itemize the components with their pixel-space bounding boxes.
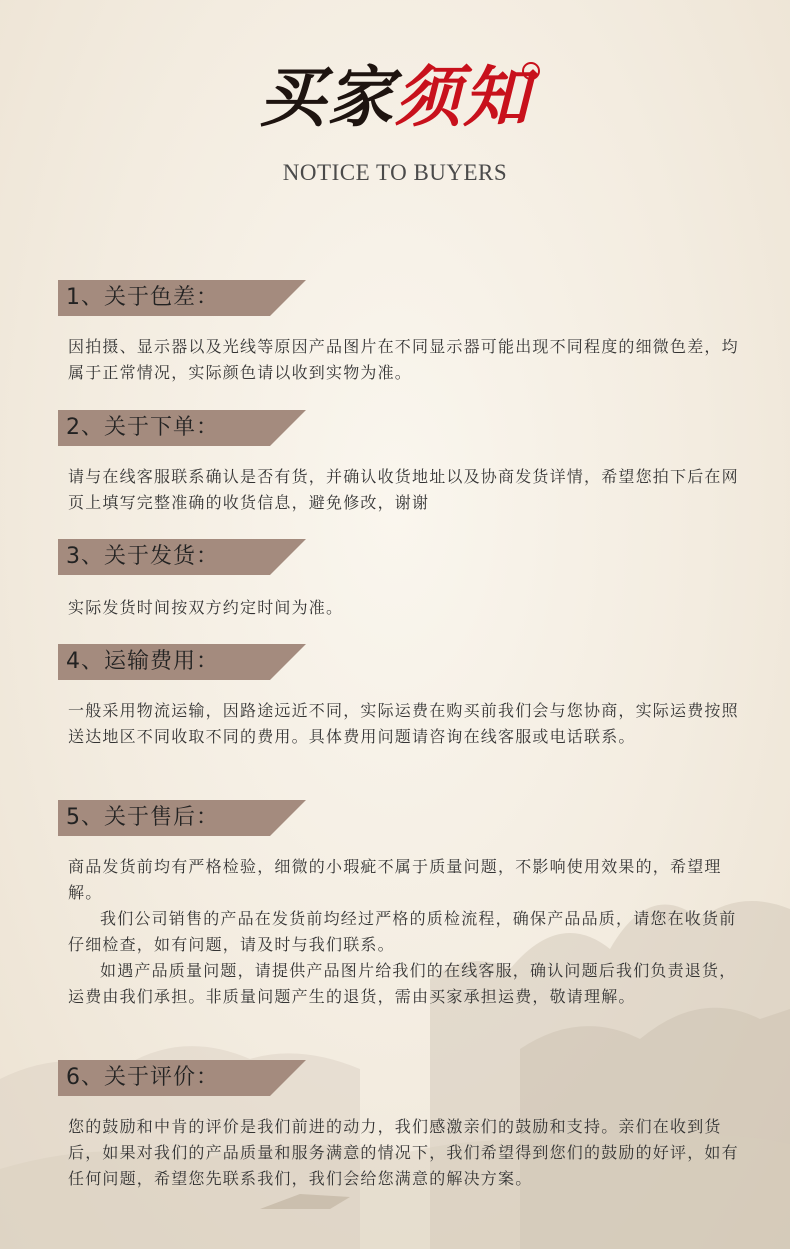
header xyxy=(0,0,790,250)
title-part-black: 买家 xyxy=(259,58,395,136)
section-banner xyxy=(58,539,306,575)
page-title xyxy=(0,52,790,142)
section-body xyxy=(68,464,753,516)
section-banner xyxy=(58,410,306,446)
section-banner xyxy=(58,644,306,680)
section-paragraph: 因拍摄、显示器以及光线等原因产品图片在不同显示器可能出现不同程度的细微色差，均属于正常情况，实际颜色请以收到实物为准。 xyxy=(68,337,739,382)
section-paragraph: 如遇产品质量问题，请提供产品图片给我们的在线客服，确认问题后我们负责退货，运费由我们承担。非质量问题产生的退货，需由买家承担运费，敬请理解。 xyxy=(68,961,737,1006)
section-title: 3、关于发货： xyxy=(66,544,219,569)
section-paragraph: 商品发货前均有严格检验，细微的小瑕疵不属于质量问题，不影响使用效果的，希望理解。 xyxy=(68,857,722,902)
section-title: 1、关于色差： xyxy=(66,285,219,310)
section-title: 6、关于评价： xyxy=(66,1065,219,1090)
title-part-red: 须知 xyxy=(395,58,531,136)
section-title: 2、关于下单： xyxy=(66,415,219,440)
page-subtitle: NOTICE TO BUYERS xyxy=(282,160,508,185)
section-body xyxy=(68,854,753,1010)
section-paragraph: 您的鼓励和中肯的评价是我们前进的动力，我们感激亲们的鼓励和支持。亲们在收到货后，如果对我们的产品质量和服务满意的情况下，我们希望得到您们的鼓励的好评，如有任何问题，希望您先联系我们，我们会给您满意的解决方案。 xyxy=(68,1117,739,1188)
section-body xyxy=(68,1114,753,1192)
section-banner xyxy=(58,800,306,836)
section-color-difference xyxy=(0,280,790,386)
section-title: 4、运输费用： xyxy=(66,649,219,674)
section-shipping-fees xyxy=(0,644,790,750)
section-paragraph: 请与在线客服联系确认是否有货，并确认收货地址以及协商发货详情，希望您拍下后在网页上填写完整准确的收货信息，避免修改，谢谢 xyxy=(68,467,739,512)
title-circle-ornament xyxy=(522,62,540,80)
section-paragraph: 实际发货时间按双方约定时间为准。 xyxy=(68,598,344,617)
section-paragraph: 一般采用物流运输，因路途远近不同，实际运费在购买前我们会与您协商，实际运费按照送达地区不同收取不同的费用。具体费用问题请咨询在线客服或电话联系。 xyxy=(68,701,739,746)
section-body xyxy=(68,334,753,386)
section-shipping xyxy=(0,539,790,621)
section-after-sales xyxy=(0,800,790,1010)
section-banner xyxy=(58,280,306,316)
section-ordering xyxy=(0,410,790,516)
section-body xyxy=(68,595,753,621)
section-body xyxy=(68,698,753,750)
section-banner xyxy=(58,1060,306,1096)
section-paragraph: 我们公司销售的产品在发货前均经过严格的质检流程，确保产品品质，请您在收货前仔细检查，如有问题，请及时与我们联系。 xyxy=(68,909,737,954)
section-title: 5、关于售后： xyxy=(66,805,219,830)
section-reviews xyxy=(0,1060,790,1192)
